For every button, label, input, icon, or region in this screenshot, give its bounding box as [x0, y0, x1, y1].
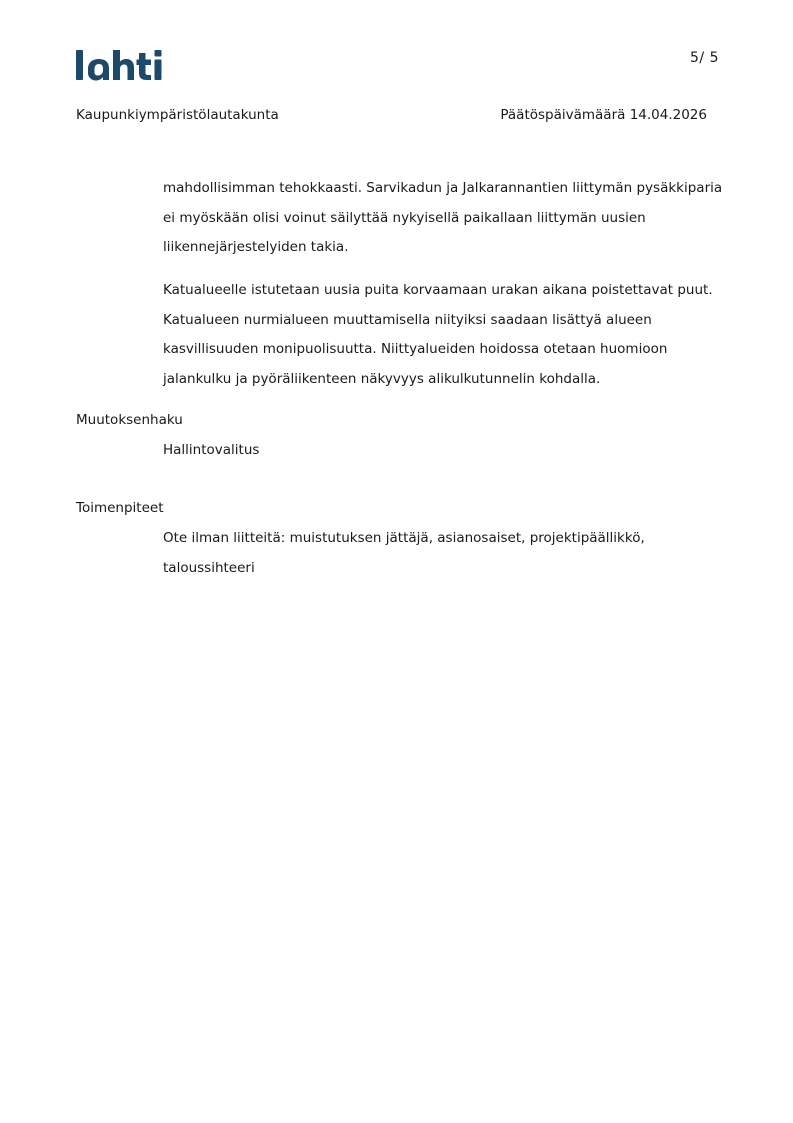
paragraph-line: jalankulku ja pyöräliikenteen näkyvyys alikulkutunnelin kohdalla. [163, 370, 601, 387]
section-line: Hallintovalitus [163, 442, 260, 458]
paragraph-line: ei myöskään olisi voinut säilyttää nykyisellä paikallaan liittymän uusien [163, 209, 646, 226]
page-number: 5/ 5 [690, 50, 719, 66]
paragraph-line: kasvillisuuden monipuolisuutta. Niittyalueiden hoidossa otetaan huomioon [163, 341, 668, 357]
paragraph-line: Katualueen nurmialueen muuttamisella niityiksi saadaan lisättyä alueen [163, 311, 652, 328]
body-paragraph-2 [163, 276, 723, 394]
committee-name: Kaupunkiympäristölautakunta [76, 107, 279, 123]
section-body-toimenpiteet [163, 524, 645, 583]
section-body-muutoksenhaku [163, 436, 259, 466]
paragraph-line: liikennejärjestelyiden takia. [163, 239, 349, 255]
section-heading-toimenpiteet: Toimenpiteet [76, 500, 164, 516]
section-line: Ote ilman liitteitä: muistutuksen jättäjä, asianosaiset, projektipäällikkö, [163, 530, 645, 546]
decision-date: Päätöspäivämäärä 14.04.2026 [500, 107, 707, 123]
paragraph-line: mahdollisimman tehokkaasti. Sarvikadun ja Jalkarannantien liittymän pysäkkiparia [163, 180, 723, 196]
paragraph-line: Katualueelle istutetaan uusia puita korvaamaan urakan aikana poistettavat puut. [163, 282, 713, 298]
section-line: taloussihteeri [163, 559, 255, 576]
lahti-logo [76, 48, 168, 82]
body-paragraph-1 [163, 174, 723, 263]
section-heading-muutoksenhaku: Muutoksenhaku [76, 412, 183, 428]
